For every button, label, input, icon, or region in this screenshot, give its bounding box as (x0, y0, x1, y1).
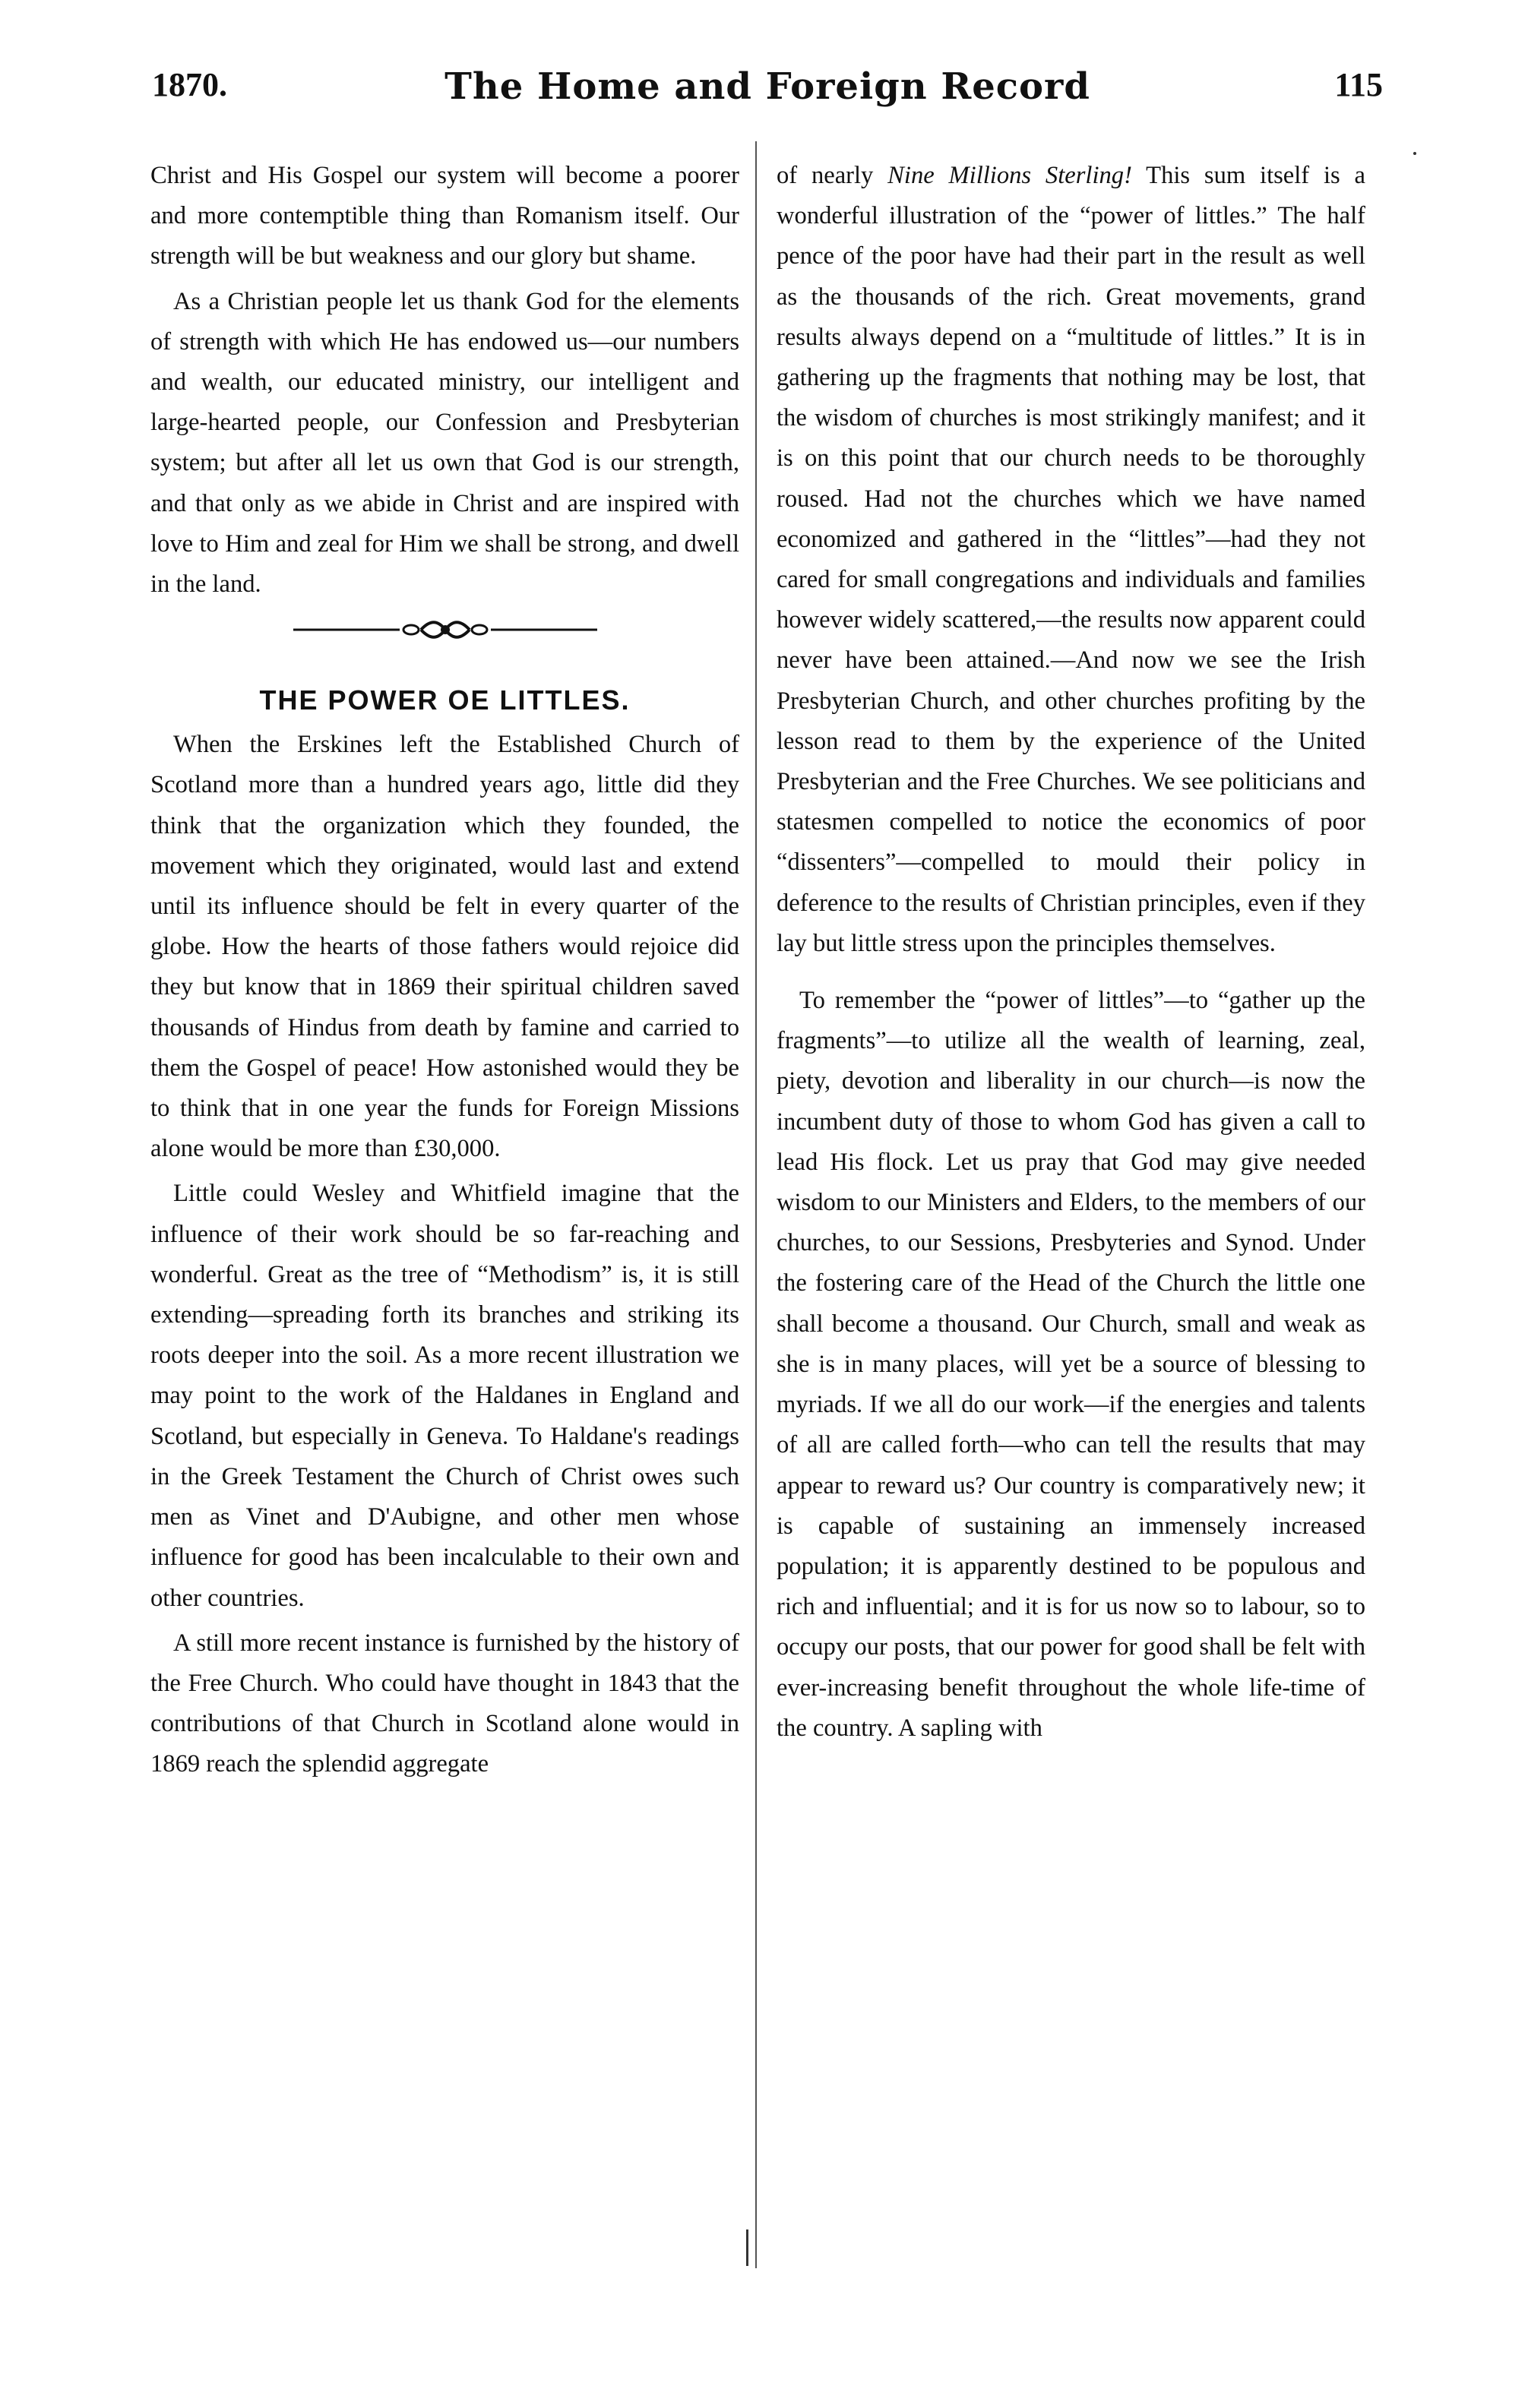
left-paragraph-2: As a Christian people let us thank God for the elements of strength with which He has endowed us—our numbers and wealth, our educated ministry, our intelligent and large-hearted people, our Confession and Presbyterian system; but after all let us own that God is our strength, and that only as we abide in Christ and are inspired with love to Him and zeal for Him we shall be strong, and dwell in the land. (150, 287, 739, 599)
running-title: The Home and Foreign Record (444, 65, 1090, 108)
ornament-icon (286, 618, 605, 641)
left-paragraph-5: A still more recent instance is furnished by the history of the Free Church. Who could have thought in 1843 that the contributions of that Church in Scotland alone would in 1869 reach the splendid aggregate (150, 1629, 739, 1778)
left-column (150, 156, 739, 1785)
section-title: THE POWER OE LITTLES. (259, 684, 631, 716)
right-paragraph-1 (777, 156, 1365, 964)
speck-mark (1413, 152, 1416, 155)
right-paragraph-2: To remember the “power of littles”—to “gather up the fragments”—to utilize all the wealth of learning, zeal, piety, devotion and liberality in our church—is now the incumbent duty of those to whom God has given a call to lead His flock. Let us pray that God may give needed wisdom to our Ministers and Elders, to the members of our churches, to our Sessions, Presbyteries and Synod. Under the fostering care of the Head of the Church the little one shall become a thousand. Our Church, small and weak as she is in many places, will yet be a source of blessing to myriads. If we all do our work—if the energies and talents of all are called forth—who can tell the results that may appear to reward us? Our country is comparatively new; it is capable of sustaining an immensely increased population; it is apparently destined to be populous and rich and influential; and it is for us now so to labour, so to occupy our posts, that our power for good shall be felt with ever-increasing benefit throughout the whole life-time of the country. A sapling with (777, 987, 1365, 1742)
left-paragraph-3: When the Erskines left the Established Church of Scotland more than a hundred years ago, little did they think that the organization which they founded, the movement which they originated, would last and extend until its influence should be felt in every quarter of the globe. How the hearts of those fathers would rejoice did they but know that in 1869 their spiritual children saved thousands of Hindus from death by famine and carried to them the Gospel of peace! How astonished would they be to think that in one year the funds for Foreign Missions alone would be more than £30,000. (150, 731, 739, 1163)
right-column (777, 156, 1365, 1749)
column-rule (755, 141, 757, 2268)
left-paragraph-4: Little could Wesley and Whitfield imagine that the influence of their work should be so far-reaching and wonderful. Great as the tree of “Methodism” is, it is still extending—spreading forth its branches and striking its roots deeper into the soil. As a more recent illustration we may point to the work of the Haldanes in England and Scotland, but especially in Geneva. To Haldane's readings in the Greek Testament the Church of Christ owes such men as Vinet and D'Aubigne, and other men whose influence for good has been incalculable to their own and other countries. (150, 1180, 739, 1612)
page-header (152, 65, 1383, 134)
paragraph-gap (777, 964, 1365, 981)
left-paragraph-1: Christ and His Gospel our system will become a poorer and more contemptible thing than Romanism itself. Our strength will be but weakness and our glory but shame. (150, 162, 739, 270)
right-paragraph-1-start: of nearly (777, 162, 888, 189)
right-paragraph-1-rest: This sum itself is a wonderful illustration of the “power of littles.” The half pence of the poor have had their part in the result as well as the thousands of the rich. Great movements, grand results always depend on a “multitude of littles.” It is in gathering up the fragments that nothing may be lost, that the wisdom of churches is most strikingly manifest; and it is on this point that our church needs to be thoroughly roused. Had not the churches which we have named economized and gathered in the “littles”—had they not cared for small congregations and individuals and families however widely scattered,—the results now apparent could never have been attained.—And now we see the Irish Presbyterian Church, and other churches profiting by the lesson read to them by the experience of the United Presbyterian and the Free Churches. We see politicians and statesmen compelled to notice the economics of poor “dissenters”—compelled to mould their policy in deference to the results of Christian principles, even if they lay but little stress upon the principles themselves. (777, 162, 1365, 957)
right-paragraph-1-italic: Nine Millions Sterling! (887, 162, 1132, 189)
header-year: 1870. (152, 66, 227, 103)
section-divider-ornament (150, 618, 739, 672)
column-rule-tail (746, 2229, 748, 2266)
page-number: 115 (1334, 66, 1383, 103)
